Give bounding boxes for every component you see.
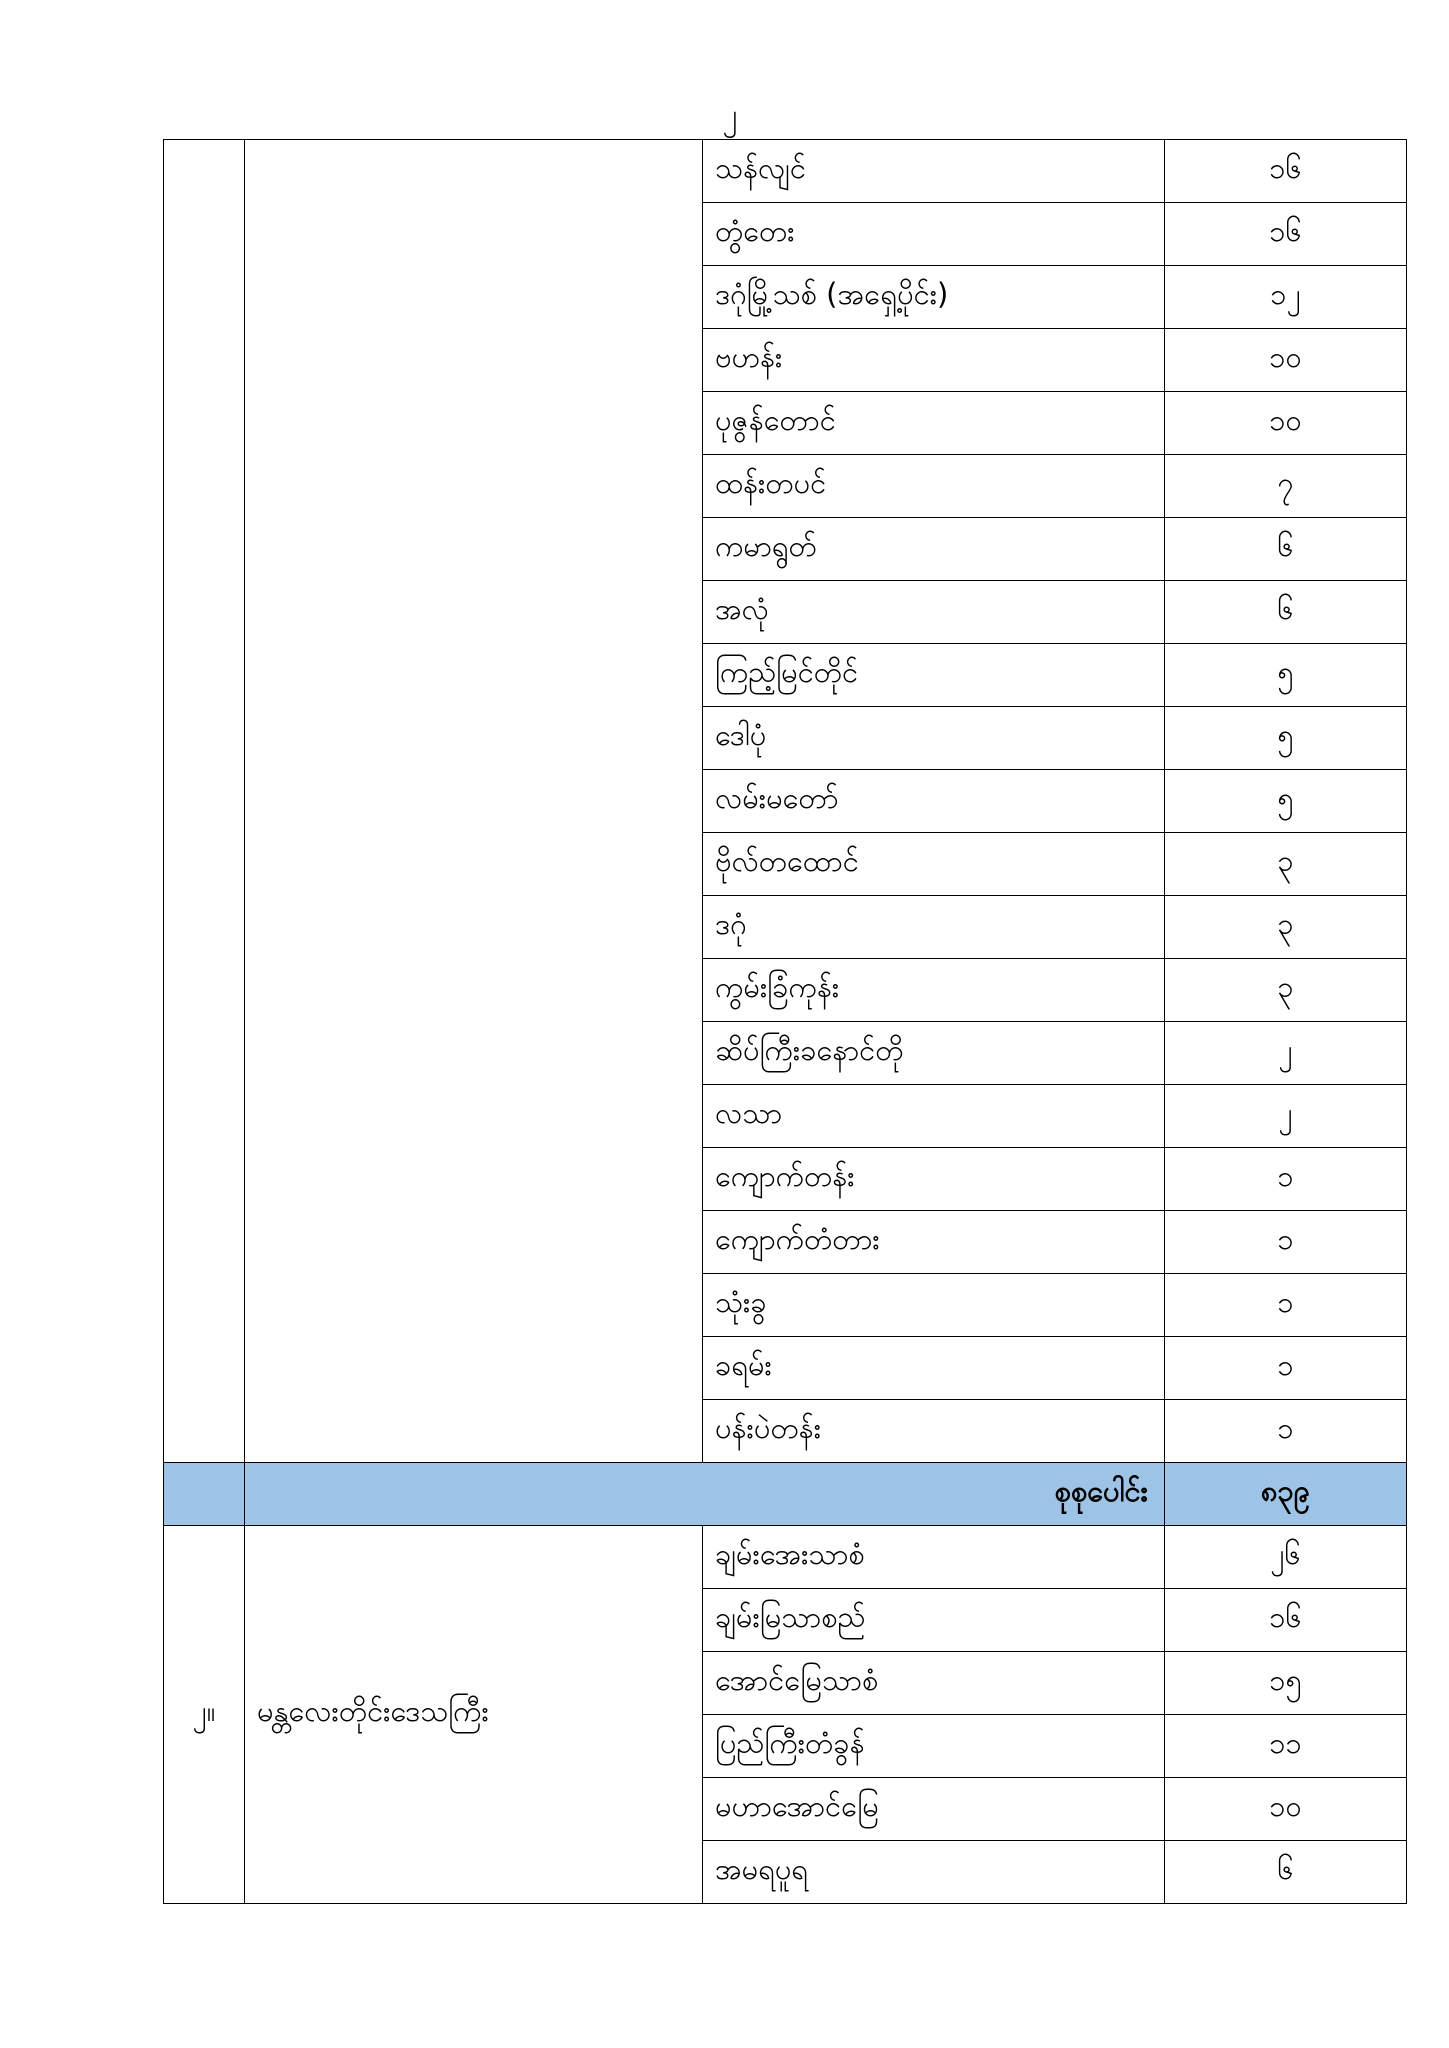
total-label: စုစုပေါင်း (245, 1463, 1165, 1526)
township-cell: ဒေါပုံ (703, 707, 1165, 770)
township-cell: ခရမ်း (703, 1337, 1165, 1400)
township-cell: ကမာရွတ် (703, 518, 1165, 581)
count-cell: ၁၅ (1165, 1652, 1407, 1715)
count-cell: ၁ (1165, 1211, 1407, 1274)
township-cell: ကျောက်တန်း (703, 1148, 1165, 1211)
total-row-number-cell (164, 1463, 245, 1526)
count-cell: ၂၆ (1165, 1526, 1407, 1589)
township-cell: မဟာအောင်မြေ (703, 1778, 1165, 1841)
township-cell: ဆိပ်ကြီးခနောင်တို (703, 1022, 1165, 1085)
township-cell: ဗဟန်း (703, 329, 1165, 392)
count-cell: ၆ (1165, 581, 1407, 644)
table-row (164, 1526, 1407, 1589)
township-cell: ကျောက်တံတား (703, 1211, 1165, 1274)
township-cell: ကြည့်မြင်တိုင် (703, 644, 1165, 707)
township-cell: ကွမ်းခြံကုန်း (703, 959, 1165, 1022)
township-cell: သန်လျင် (703, 140, 1165, 203)
township-cell: လသာ (703, 1085, 1165, 1148)
township-cell: ပြည်ကြီးတံခွန် (703, 1715, 1165, 1778)
township-cell: ပန်းပဲတန်း (703, 1400, 1165, 1463)
count-cell: ၁၁ (1165, 1715, 1407, 1778)
total-value: ၈၃၉ (1165, 1463, 1407, 1526)
region-cell (245, 140, 703, 1463)
township-cell: အောင်မြေသာစံ (703, 1652, 1165, 1715)
count-cell: ၁ (1165, 1400, 1407, 1463)
count-cell: ၅ (1165, 770, 1407, 833)
count-cell: ၁၆ (1165, 140, 1407, 203)
count-cell: ၅ (1165, 644, 1407, 707)
count-cell: ၁၂ (1165, 266, 1407, 329)
region-cell: မန္တလေးတိုင်းဒေသကြီး (245, 1526, 703, 1904)
township-cell: ချမ်းအေးသာစံ (703, 1526, 1165, 1589)
row-number-cell: ၂။ (164, 1526, 245, 1904)
count-cell: ၂ (1165, 1085, 1407, 1148)
count-cell: ၁ (1165, 1337, 1407, 1400)
township-cell: သုံးခွ (703, 1274, 1165, 1337)
count-cell: ၁၀ (1165, 392, 1407, 455)
count-cell: ၁၆ (1165, 203, 1407, 266)
township-cell: ထန်းတပင် (703, 455, 1165, 518)
count-cell: ၁၆ (1165, 1589, 1407, 1652)
township-cell: အလုံ (703, 581, 1165, 644)
count-cell: ၃ (1165, 833, 1407, 896)
count-cell: ၁၀ (1165, 329, 1407, 392)
count-cell: ၇ (1165, 455, 1407, 518)
township-cell: ချမ်းမြသာစည် (703, 1589, 1165, 1652)
count-cell: ၅ (1165, 707, 1407, 770)
count-cell: ၂ (1165, 1022, 1407, 1085)
count-cell: ၁၀ (1165, 1778, 1407, 1841)
row-number-cell (164, 140, 245, 1463)
count-cell: ၆ (1165, 518, 1407, 581)
count-cell: ၁ (1165, 1274, 1407, 1337)
page-number: ၂ (722, 98, 738, 133)
count-cell: ၃ (1165, 959, 1407, 1022)
township-cell: ဒဂုံ (703, 896, 1165, 959)
total-row (164, 1463, 1407, 1526)
township-cell: လမ်းမတော် (703, 770, 1165, 833)
table-row (164, 140, 1407, 203)
count-cell: ၁ (1165, 1148, 1407, 1211)
township-cell: ဒဂုံမြို့သစ် (အရှေ့ပိုင်း) (703, 266, 1165, 329)
township-count-table (163, 139, 1407, 1904)
township-cell: အမရပူရ (703, 1841, 1165, 1904)
township-cell: တွံတေး (703, 203, 1165, 266)
count-cell: ၃ (1165, 896, 1407, 959)
count-cell: ၆ (1165, 1841, 1407, 1904)
township-cell: ဗိုလ်တထောင် (703, 833, 1165, 896)
township-cell: ပုဇွန်တောင် (703, 392, 1165, 455)
